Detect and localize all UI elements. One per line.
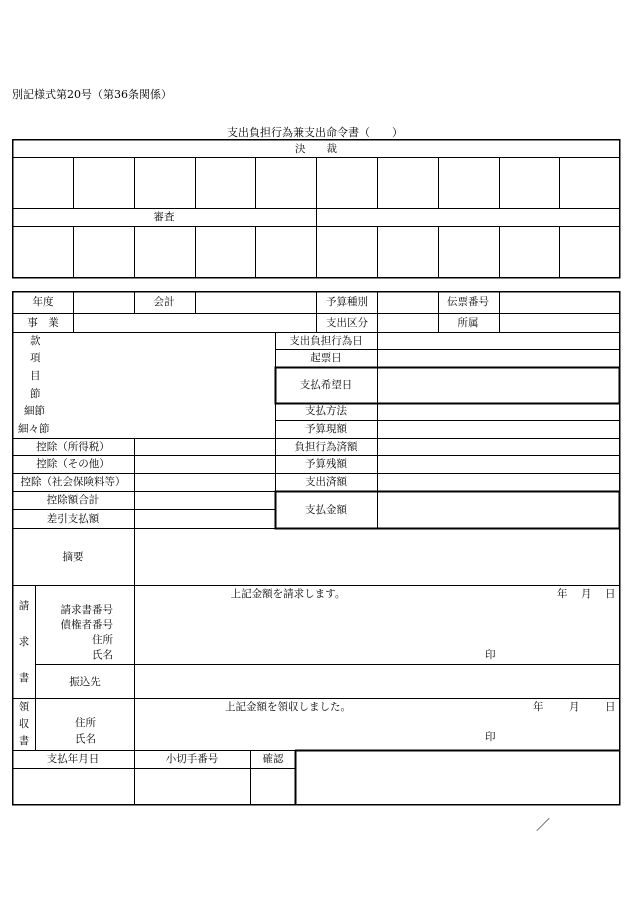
- department-label: 所属: [457, 317, 479, 329]
- draft-date-label: 起票日: [310, 352, 342, 364]
- pay-date-label: 支払年月日: [46, 753, 100, 765]
- invoice-address-label: 住所: [92, 634, 113, 646]
- receipt-seal: 印: [485, 731, 496, 743]
- account-label: 会計: [153, 296, 175, 308]
- setsu-label: 節: [30, 388, 41, 400]
- budget-current-label: 予算現額: [305, 423, 347, 435]
- invoice-day: 日: [605, 588, 616, 600]
- review-label: 審査: [153, 211, 175, 223]
- deduction-social-label: 控除（社会保険料等）: [20, 476, 126, 488]
- invoice-name-label: 氏名: [92, 649, 113, 661]
- pay-method-label: 支払方法: [305, 405, 347, 417]
- approval-header: 決 裁: [295, 143, 337, 155]
- transfer-label: 振込先: [69, 676, 101, 688]
- pay-amount-label: 支払金額: [305, 504, 347, 516]
- expense-class-label: 支出区分: [326, 317, 368, 329]
- desired-date-label: 支払希望日: [299, 379, 353, 391]
- budget-remaining-label: 予算残額: [305, 458, 347, 470]
- moku-label: 目: [30, 370, 41, 382]
- receipt-month: 月: [569, 701, 580, 713]
- saisetsu-label: 細節: [24, 405, 45, 417]
- creditor-number-label: 債権者番号: [60, 619, 113, 631]
- invoice-vertical-1: 請: [18, 600, 30, 612]
- deduction-total-label: 控除額合計: [46, 494, 100, 506]
- invoice-year: 年: [557, 588, 568, 600]
- receipt-name-label: 氏名: [75, 733, 96, 745]
- invoice-number-label: 請求書番号: [60, 604, 113, 616]
- receipt-day: 日: [605, 701, 616, 713]
- invoice-vertical-3: 書: [18, 672, 30, 684]
- slip-number-label: 伝票番号: [447, 296, 489, 308]
- invoice-month: 月: [581, 588, 592, 600]
- kou-label: 項: [30, 352, 41, 364]
- year-label: 年度: [32, 296, 54, 308]
- confirm-label: 確認: [262, 753, 284, 765]
- check-number-label: 小切手番号: [165, 753, 219, 765]
- saisaisetsu-label: 細々節: [18, 423, 50, 435]
- commit-date-label: 支出負担行為日: [289, 335, 363, 347]
- deduction-income-tax-label: 控除（所得税）: [36, 441, 110, 453]
- slash-mark: ／: [536, 818, 550, 834]
- receipt-statement: 上記金額を領収しました。: [225, 701, 351, 713]
- budget-type-label: 予算種別: [326, 296, 368, 308]
- receipt-vertical-2: 収: [18, 718, 30, 730]
- committed-label: 負担行為済額: [294, 441, 358, 453]
- summary-label: 摘要: [62, 551, 84, 563]
- kan-label: 款: [30, 335, 41, 347]
- invoice-statement: 上記金額を請求します。: [230, 588, 346, 600]
- form-title: 支出負担行為兼支出命令書（ ）: [227, 126, 403, 139]
- invoice-vertical-2: 求: [18, 636, 30, 648]
- project-label: 事 業: [27, 317, 59, 329]
- receipt-vertical-1: 領: [18, 701, 30, 713]
- invoice-seal: 印: [485, 649, 496, 661]
- net-payment-label: 差引支払額: [46, 513, 100, 525]
- paid-total-label: 支出済額: [305, 476, 347, 488]
- receipt-address-label: 住所: [75, 717, 96, 729]
- receipt-year: 年: [533, 701, 544, 713]
- receipt-vertical-3: 書: [18, 735, 30, 747]
- form-caption: 別記様式第20号（第36条関係）: [12, 88, 172, 101]
- deduction-other-label: 控除（その他）: [36, 458, 110, 470]
